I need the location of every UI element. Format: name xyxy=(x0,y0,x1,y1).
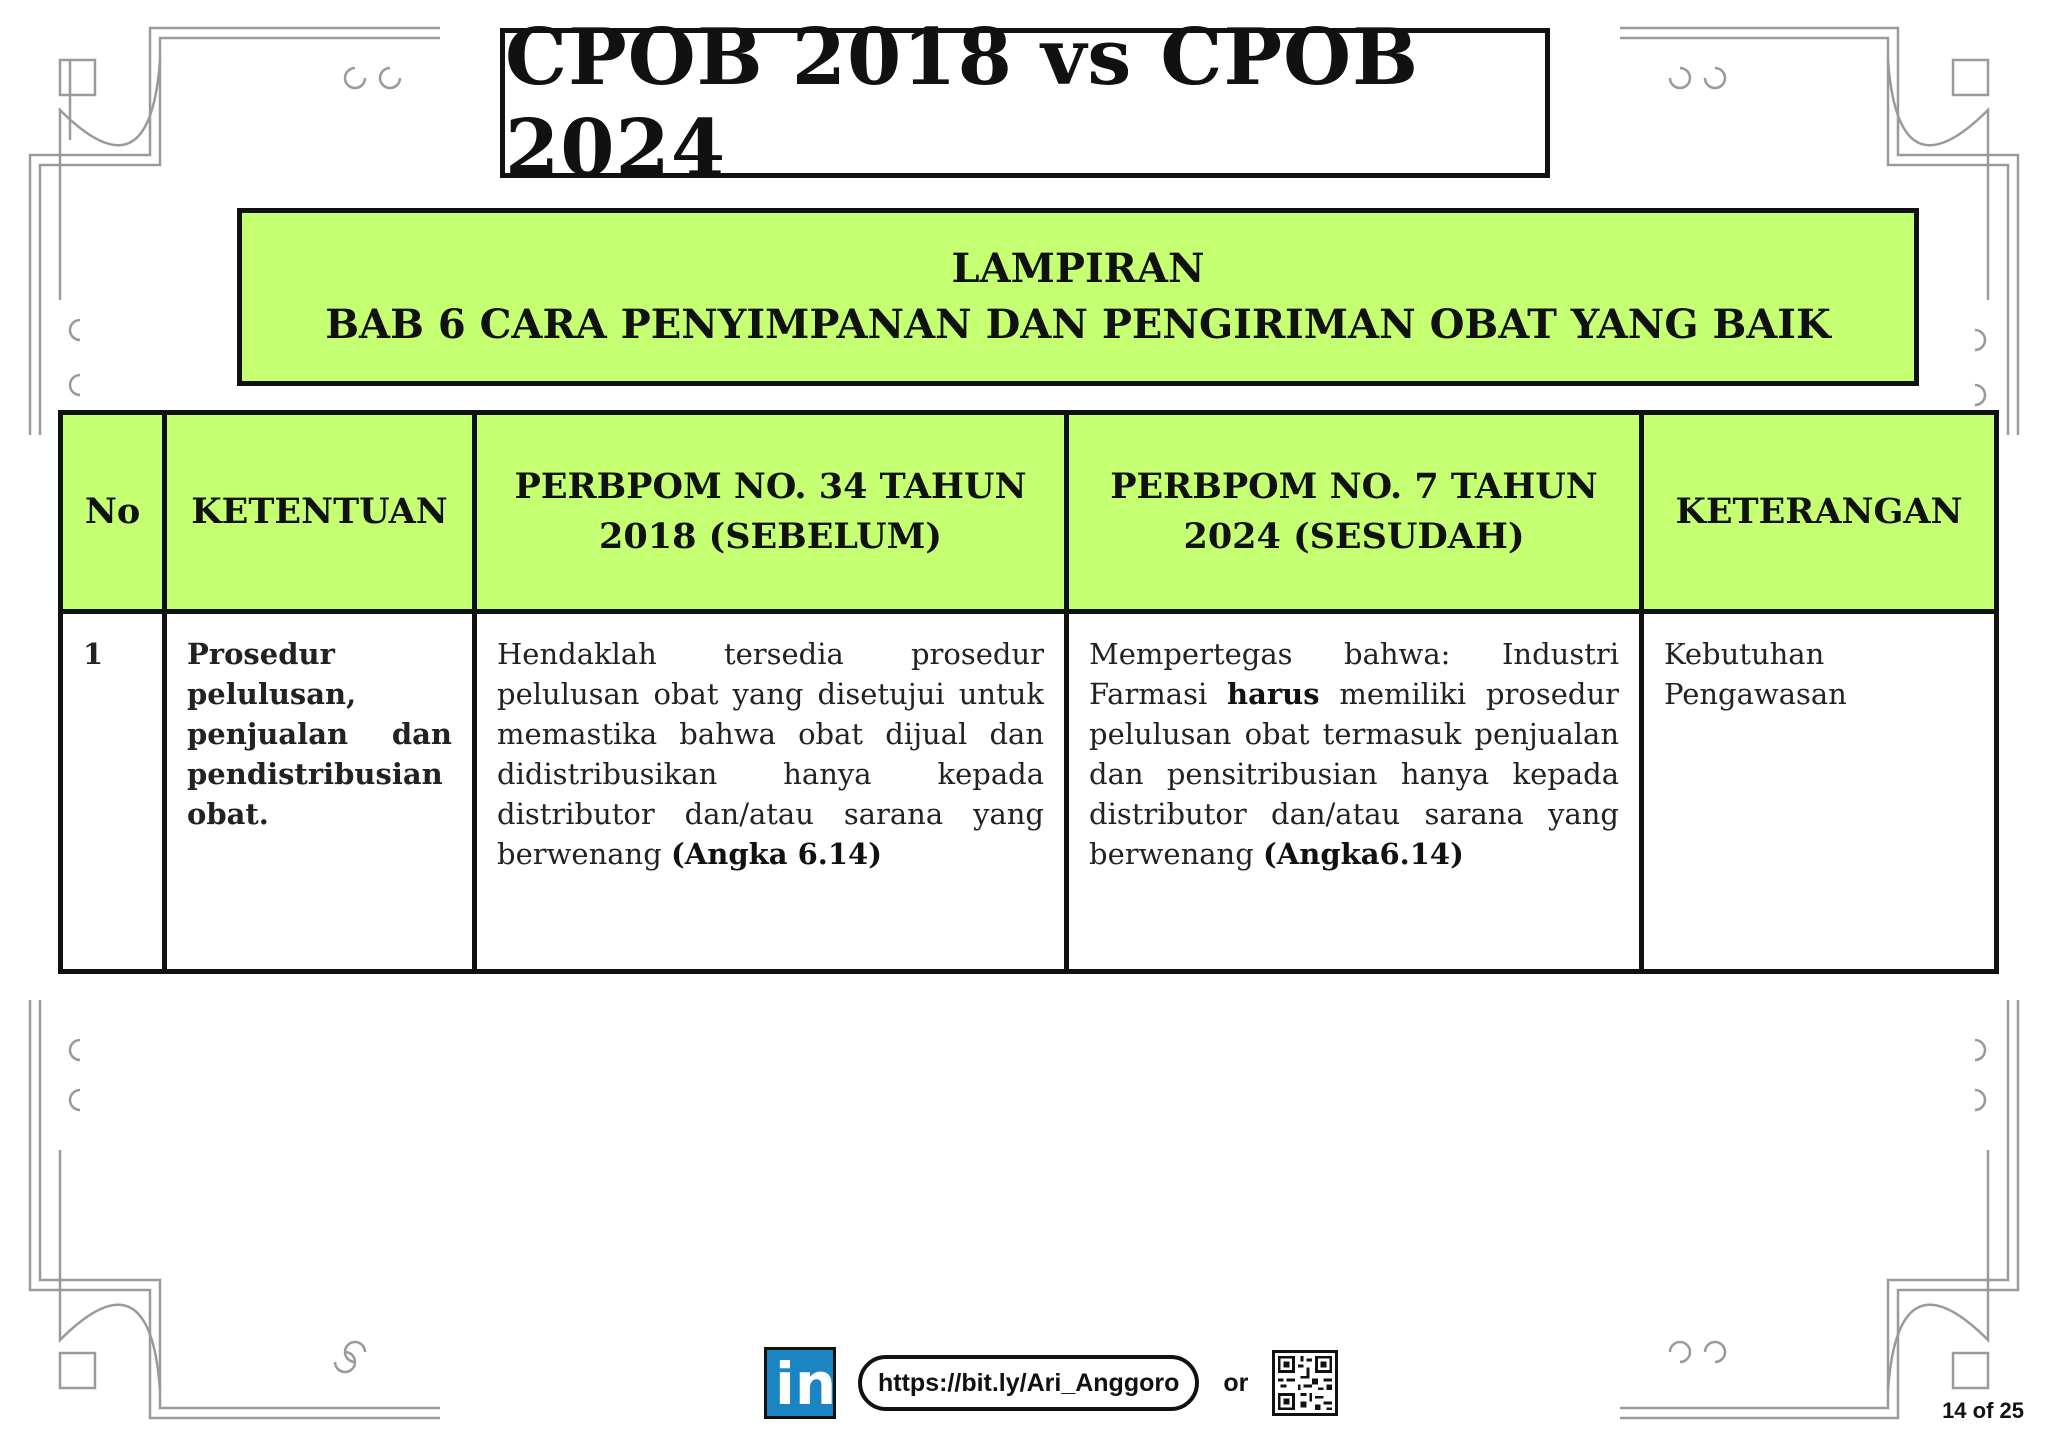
table-row xyxy=(61,612,1997,972)
page-title: CPOB 2018 vs CPOB 2024 xyxy=(505,12,1419,194)
header-after: PERBPOM NO. 7 TAHUN 2024 (SESUDAH) xyxy=(1067,413,1642,612)
comparison-table xyxy=(58,410,1999,974)
profile-link[interactable]: https://bit.ly/Ari_Anggoro xyxy=(858,1355,1199,1411)
table-header-row xyxy=(61,413,1997,612)
section-label: LAMPIRAN xyxy=(951,245,1205,292)
section-title: BAB 6 CARA PENYIMPANAN DAN PENGIRIMAN OBAT YANG BAIK xyxy=(325,301,1831,348)
after-reference: (Angka6.14) xyxy=(1263,837,1464,871)
before-cell xyxy=(475,612,1067,972)
linkedin-icon[interactable] xyxy=(764,1347,836,1419)
header-no: No xyxy=(61,413,165,612)
linkedin-icon-label: in xyxy=(775,1350,837,1418)
keterangan-cell: Kebutuhan Pengawasan xyxy=(1642,612,1997,972)
header-ketentuan: KETENTUAN xyxy=(165,413,475,612)
page-number: 14 of 25 xyxy=(1942,1398,2024,1423)
after-text-2: memiliki prosedur pelulusan obat termasuk penjualan dan pensitribusian hanya kepada distributor dan/atau sarana yang berwenang xyxy=(1089,677,1620,871)
after-emphasis: harus xyxy=(1227,677,1320,711)
ketentuan-cell: Prosedur pelulusan, penjualan dan pendistribusian obat. xyxy=(165,612,475,972)
header-keterangan: KETERANGAN xyxy=(1642,413,1997,612)
or-label: or xyxy=(1223,1368,1249,1397)
header-before: PERBPOM NO. 34 TAHUN 2018 (SEBELUM) xyxy=(475,413,1067,612)
title-box xyxy=(500,12,1550,194)
before-reference: (Angka 6.14) xyxy=(671,837,882,871)
before-text: Hendaklah tersedia prosedur pelulusan obat yang disetujui untuk memastika bahwa obat dijual dan didistribusikan hanya kepada distributor dan/atau sarana yang berwenang xyxy=(497,637,1044,871)
after-cell xyxy=(1067,612,1642,972)
qr-code-icon[interactable] xyxy=(1272,1350,1338,1416)
footer xyxy=(764,1347,1338,1419)
section-banner xyxy=(237,208,1919,386)
after-text-1: Mempertegas bahwa: Industri Farmasi xyxy=(1089,637,1619,711)
row-number: 1 xyxy=(61,612,165,972)
